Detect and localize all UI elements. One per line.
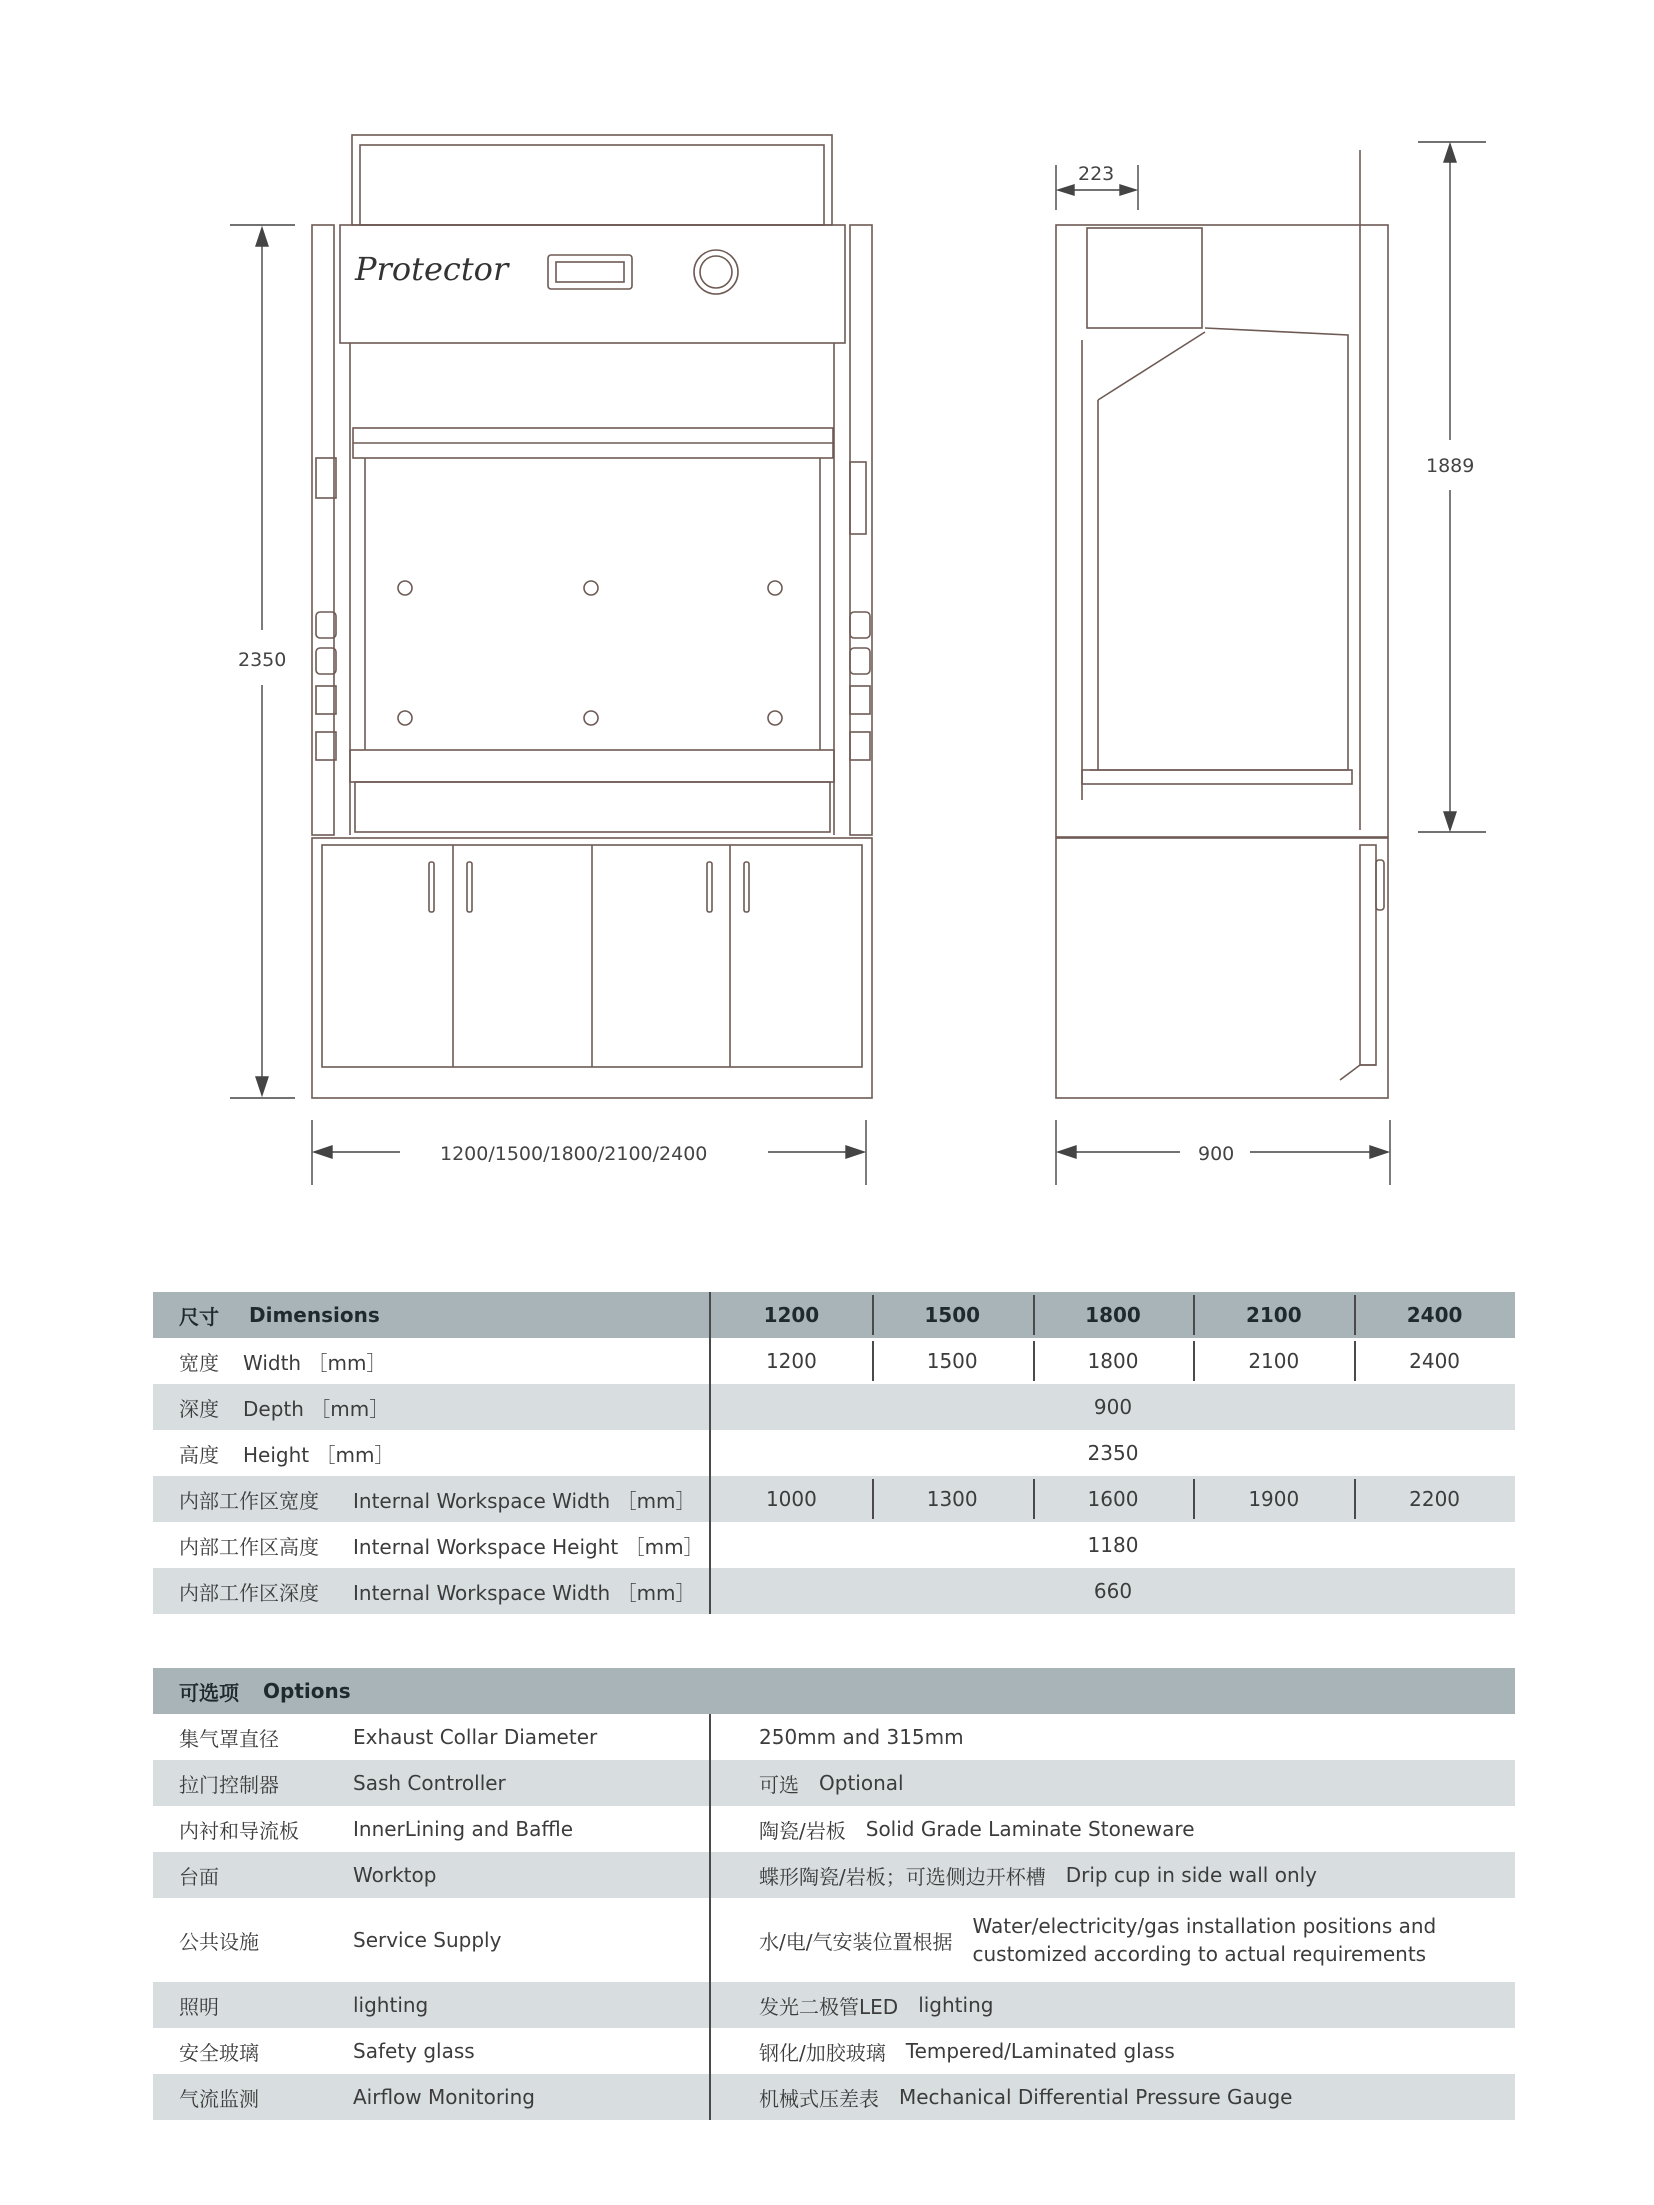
row-label-cn: 公共设施 (179, 1929, 259, 1954)
cell: 1180 (1087, 1533, 1139, 1557)
options-header (153, 1668, 1515, 1714)
cell: 660 (1093, 1579, 1133, 1603)
table-row (153, 1760, 1515, 1806)
option-value-cn: 钢化/加胶玻璃 (759, 2040, 886, 2065)
cell: 1300 (872, 1476, 1033, 1522)
dim-side-top: 223 (1078, 163, 1115, 185)
size-col: 1200 (763, 1303, 820, 1327)
row-label-en: Width ［mm］ (243, 1350, 387, 1375)
option-value-cn: 蝶形陶瓷/岩板；可选侧边开杯槽 (759, 1864, 1046, 1889)
row-label-en: Airflow Monitoring (353, 2085, 535, 2109)
table-row (153, 1898, 1515, 1982)
table-row (153, 1384, 1515, 1430)
row-label-en: Internal Workspace Width ［mm］ (353, 1580, 696, 1605)
dimensions-table (153, 1292, 1515, 1614)
header-cn: 尺寸 (179, 1304, 219, 1329)
row-label-en: Internal Workspace Width ［mm］ (353, 1488, 696, 1513)
option-value-cn: 可选 (759, 1772, 799, 1797)
option-value-en: Drip cup in side wall only (1065, 1863, 1318, 1887)
dimension-lines (230, 142, 1486, 1185)
cell: 1600 (1033, 1476, 1194, 1522)
row-label-en: lighting (353, 1993, 429, 2017)
size-col: 2400 (1354, 1292, 1515, 1338)
row-label-en: Service Supply (353, 1928, 502, 1952)
row-label-cn: 高度 (179, 1442, 219, 1467)
side-view (1056, 150, 1388, 1098)
cell: 900 (1093, 1395, 1133, 1419)
table-row (153, 1476, 1515, 1522)
row-label-cn: 宽度 (179, 1350, 219, 1375)
cell: 1200 (765, 1349, 817, 1373)
table-row (153, 1430, 1515, 1476)
dim-side-height: 1889 (1426, 455, 1475, 477)
options-header-en: Options (263, 1679, 351, 1703)
row-label-cn: 拉门控制器 (179, 1772, 279, 1797)
logo: Protector (355, 250, 509, 288)
size-col: 2100 (1193, 1292, 1354, 1338)
dim-side-depth: 900 (1198, 1143, 1235, 1165)
option-value-cn: 发光二极管LED (759, 1994, 899, 2019)
table-row (153, 2028, 1515, 2074)
row-label-en: Sash Controller (353, 1771, 506, 1795)
table-row (153, 1338, 1515, 1384)
option-value-cn: 水/电/气安装位置根据 (759, 1929, 953, 1954)
row-label-cn: 台面 (179, 1864, 219, 1889)
row-label-cn: 内部工作区深度 (179, 1580, 319, 1605)
option-value-en: Water/electricity/gas installation positions and customized according to actual requirements (972, 1914, 1437, 1966)
row-label-cn: 安全玻璃 (179, 2040, 259, 2065)
cell: 1800 (1033, 1338, 1194, 1384)
row-label-cn: 集气罩直径 (179, 1726, 279, 1751)
table-row (153, 1852, 1515, 1898)
option-value-cn: 陶瓷/岩板 (759, 1818, 846, 1843)
row-label-cn: 内部工作区高度 (179, 1534, 319, 1559)
cell: 2350 (1087, 1441, 1139, 1465)
option-value-cn: 机械式压差表 (759, 2086, 879, 2111)
row-label-en: Worktop (353, 1863, 437, 1887)
row-label-cn: 深度 (179, 1396, 219, 1421)
size-col: 1800 (1033, 1292, 1194, 1338)
row-label-en: Safety glass (353, 2039, 475, 2063)
cell: 1500 (872, 1338, 1033, 1384)
dim-front-width: 1200/1500/1800/2100/2400 (440, 1143, 708, 1165)
dim-front-height: 2350 (238, 649, 287, 671)
option-value-en: lighting (918, 1993, 994, 2017)
table-row (153, 1806, 1515, 1852)
cell: 1900 (1193, 1476, 1354, 1522)
table-row (153, 1982, 1515, 2028)
cell: 2400 (1354, 1338, 1515, 1384)
options-table (153, 1668, 1515, 2120)
table-row (153, 1568, 1515, 1614)
size-col: 1500 (872, 1292, 1033, 1338)
row-label-en: Internal Workspace Height ［mm］ (353, 1534, 704, 1559)
row-label-cn: 照明 (179, 1994, 219, 2019)
option-value-en: Optional (819, 1771, 904, 1795)
cell: 1000 (765, 1487, 817, 1511)
options-header-cn: 可选项 (179, 1680, 239, 1705)
cell: 2200 (1354, 1476, 1515, 1522)
option-value-en: Solid Grade Laminate Stoneware (865, 1817, 1195, 1841)
row-label-cn: 内衬和导流板 (179, 1818, 299, 1843)
header-en: Dimensions (249, 1303, 380, 1327)
option-value-en: Tempered/Laminated glass (905, 2039, 1175, 2063)
table-row (153, 2074, 1515, 2120)
row-label-en: Height ［mm］ (243, 1442, 395, 1467)
row-label-en: InnerLining and Baffle (353, 1817, 574, 1841)
option-value-en: 250mm and 315mm (759, 1725, 964, 1749)
row-label-en: Depth ［mm］ (243, 1396, 390, 1421)
option-value-en: Mechanical Differential Pressure Gauge (899, 2085, 1293, 2109)
cell: 2100 (1193, 1338, 1354, 1384)
row-label-en: Exhaust Collar Diameter (353, 1725, 598, 1749)
row-label-cn: 内部工作区宽度 (179, 1488, 319, 1513)
row-label-cn: 气流监测 (179, 2086, 259, 2111)
table-row (153, 1714, 1515, 1760)
dimensions-header (153, 1292, 1515, 1338)
table-row (153, 1522, 1515, 1568)
